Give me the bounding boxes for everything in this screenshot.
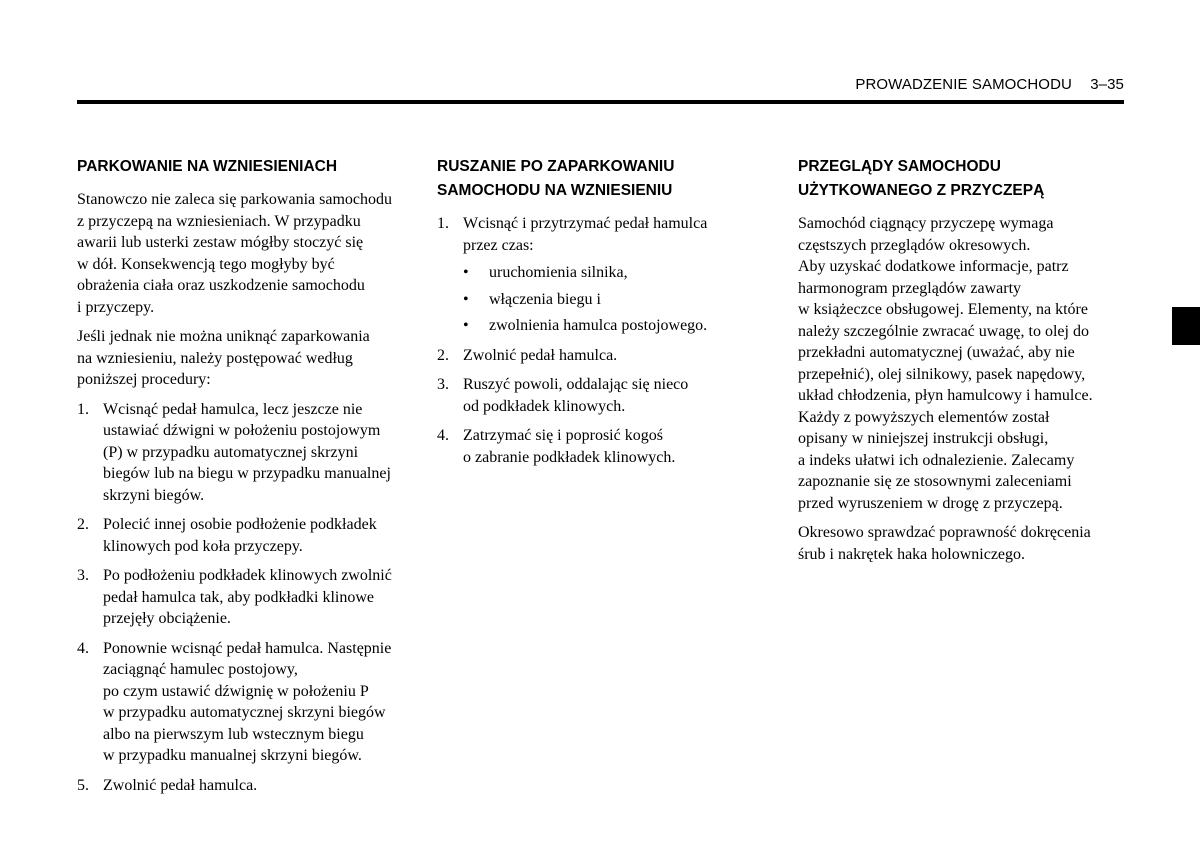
text-line: przepełnić), olej silnikowy, pasek napędowy,	[798, 365, 1086, 383]
heading-line: RUSZANIE PO ZAPARKOWANIU	[437, 158, 675, 175]
text-line: pedał hamulca tak, aby podkładki klinowe	[103, 588, 375, 606]
heading-line: SAMOCHODU NA WZNIESIENIU	[437, 182, 673, 199]
text-line: poniższej procedury:	[77, 371, 211, 388]
step-item	[437, 374, 767, 417]
text-line: o zabranie podkładek klinowych.	[463, 448, 676, 466]
page-number: 3–35	[1090, 76, 1124, 93]
step-number: 2.	[77, 516, 89, 533]
text-line: Zatrzymać się i poprosić kogoś	[463, 427, 663, 444]
procedure-intro-paragraph	[77, 326, 407, 391]
step-item	[77, 638, 407, 767]
text-line: Aby uzyskać dodatkowe informacje, patrz	[798, 258, 1069, 275]
text-line: na wzniesieniu, należy postępować według	[77, 349, 353, 367]
bullet-item	[463, 315, 767, 337]
text-line: Ruszyć powoli, oddalając się nieco	[463, 376, 689, 393]
running-header	[855, 76, 1124, 93]
bullet-icon: •	[463, 264, 469, 281]
procedure-steps	[437, 213, 767, 468]
text-line: awarii lub usterki zestaw mógłby stoczyć się	[77, 234, 364, 251]
step-item	[77, 399, 407, 507]
text-line: w książeczce obsługowej. Elementy, na które	[798, 301, 1088, 318]
step-item	[77, 565, 407, 630]
bullet-item	[463, 262, 767, 284]
step-item	[437, 213, 767, 337]
step-item	[437, 425, 767, 468]
section-heading	[798, 155, 1128, 203]
text-line: Wcisnąć pedał hamulca, lecz jeszcze nie	[103, 400, 363, 418]
hitch-check-paragraph	[798, 522, 1128, 565]
text-line: opisany w niniejszej instrukcji obsługi,	[798, 430, 1049, 447]
text-line: skrzyni biegów.	[103, 486, 205, 504]
text-line: Ponownie wcisnąć pedał hamulca. Następnie	[103, 639, 392, 657]
step-number: 5.	[77, 776, 89, 794]
text-line: przez czas:	[463, 236, 534, 254]
maintenance-paragraph	[798, 213, 1128, 514]
text-line: ustawiać dźwigni w położeniu postojowym	[103, 422, 381, 439]
text-line: układ chłodzenia, płyn hamulcowy i hamulce.	[798, 387, 1093, 404]
bullet-list	[463, 262, 767, 337]
text-line: Wcisnąć i przytrzymać pedał hamulca	[463, 215, 708, 232]
bullet-text: uruchomienia silnika,	[489, 264, 628, 281]
bullet-icon: •	[463, 290, 469, 308]
text-line: klinowych pod koła przyczepy.	[103, 537, 303, 555]
text-line: należy szczególnie zwracać uwagę, to olej do	[798, 322, 1089, 340]
column-trailer-maintenance	[798, 155, 1128, 573]
text-line: Okresowo sprawdzać poprawność dokręcenia	[798, 524, 1091, 541]
column-starting-after-parking	[437, 155, 767, 476]
bullet-text: zwolnienia hamulca postojowego.	[489, 317, 708, 334]
text-line: Zwolnić pedał hamulca.	[103, 776, 258, 794]
header-rule	[77, 100, 1124, 104]
text-line: Samochód ciągnący przyczepę wymaga	[798, 215, 1054, 232]
text-line: w przypadku automatycznej skrzyni biegów	[103, 704, 386, 721]
text-line: zaciągnąć hamulec postojowy,	[103, 661, 298, 678]
step-number: 1.	[77, 400, 89, 418]
step-number: 4.	[77, 639, 89, 657]
bullet-item	[463, 289, 767, 311]
text-line: od podkładek klinowych.	[463, 397, 626, 415]
text-line: Jeśli jednak nie można uniknąć zaparkowania	[77, 328, 370, 345]
text-line: częstszych przeglądów okresowych.	[798, 236, 1031, 254]
text-line: Po podłożeniu podkładek klinowych zwolnić	[103, 567, 392, 584]
step-number: 3.	[437, 376, 449, 393]
text-line: biegów lub na biegu w przypadku manualnej	[103, 465, 391, 482]
bullet-icon: •	[463, 317, 469, 334]
heading-line: PRZEGLĄDY SAMOCHODU	[798, 158, 1001, 175]
text-line: Polecić innej osobie podłożenie podkładek	[103, 516, 377, 533]
text-line: (P) w przypadku automatycznej skrzyni	[103, 443, 359, 461]
step-item	[437, 345, 767, 367]
section-heading	[437, 155, 767, 203]
text-line: Stanowczo nie zaleca się parkowania samochodu	[77, 191, 392, 208]
text-line: po czym ustawić dźwignię w położeniu P	[103, 682, 369, 700]
step-item	[77, 514, 407, 557]
procedure-steps	[77, 399, 407, 797]
text-line: przekładni automatycznej (uważać, aby nie	[798, 344, 1075, 361]
section-heading: PARKOWANIE NA WZNIESIENIACH	[77, 158, 338, 175]
step-item	[77, 775, 407, 797]
text-line: obrażenia ciała oraz uszkodzenie samochodu	[77, 277, 365, 294]
text-line: w przypadku manualnej skrzyni biegów.	[103, 747, 362, 764]
text-line: albo na pierwszym lub wstecznym biegu	[103, 725, 364, 743]
text-line: harmonogram przeglądów zawarty	[798, 279, 1022, 297]
heading-line: UŻYTKOWANEGO Z PRZYCZEPĄ	[798, 182, 1045, 199]
text-line: przed wyruszeniem w drogę z przyczepą.	[798, 494, 1063, 512]
bullet-text: włączenia biegu i	[489, 290, 601, 308]
text-line: Zwolnić pedał hamulca.	[463, 346, 618, 364]
step-number: 1.	[437, 215, 449, 232]
step-number: 3.	[77, 567, 89, 584]
text-line: i przyczepy.	[77, 298, 155, 316]
intro-paragraph	[77, 189, 407, 318]
step-number: 2.	[437, 346, 449, 364]
text-line: Każdy z powyższych elementów został	[798, 408, 1050, 426]
step-number: 4.	[437, 427, 449, 444]
text-line: w dół. Konsekwencją tego mogłyby być	[77, 255, 335, 273]
text-line: śrub i nakrętek haka holowniczego.	[798, 545, 1026, 563]
text-line: z przyczepą na wzniesieniach. W przypadku	[77, 212, 361, 230]
text-line: przejęły obciążenie.	[103, 610, 231, 627]
text-line: zapoznanie się ze stosownymi zaleceniami	[798, 473, 1072, 490]
chapter-title: PROWADZENIE SAMOCHODU	[855, 76, 1072, 93]
chapter-thumb-tab	[1172, 307, 1200, 345]
text-line: a indeks ułatwi ich odnalezienie. Zalecamy	[798, 451, 1075, 469]
column-parking-on-slopes	[77, 155, 407, 804]
